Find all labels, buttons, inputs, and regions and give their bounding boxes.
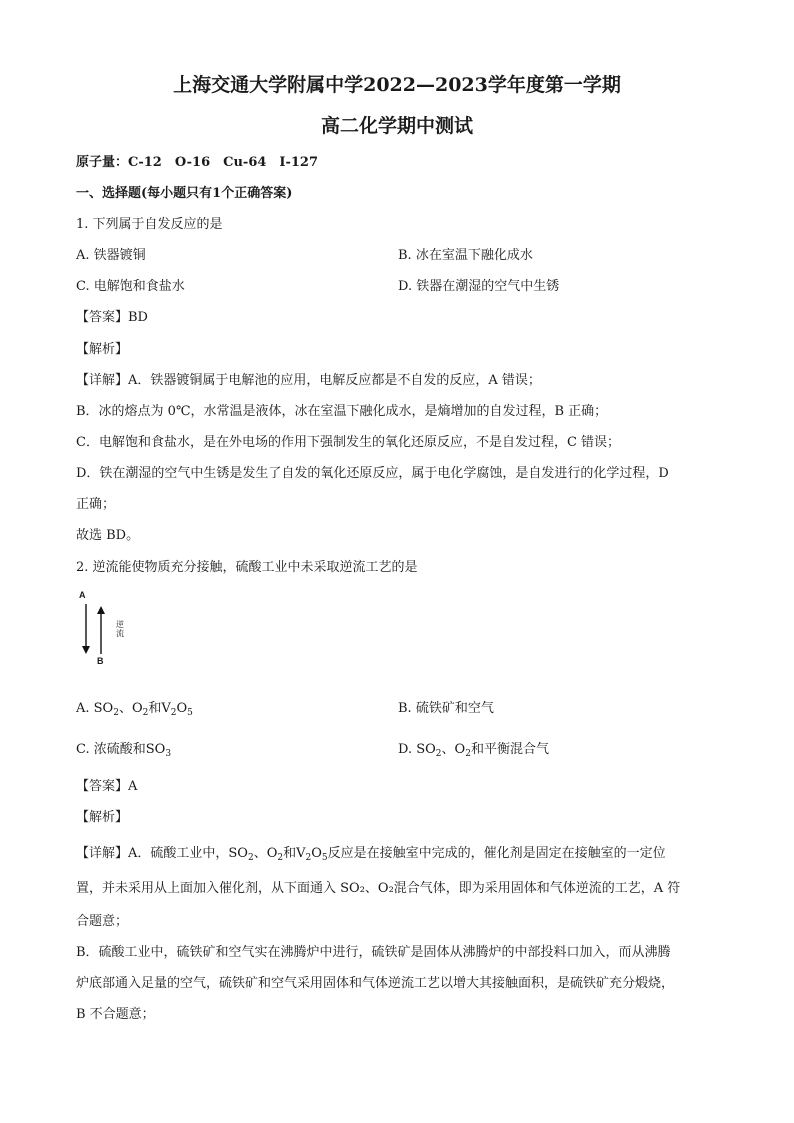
q1-detail-line: D．铁在潮湿的空气中生锈是发生了自发的氧化还原反应，属于电化学腐蚀，是自发进行的化学过程，D — [76, 466, 669, 481]
q2-option-d: D. $SO_2$、$O_2$和平衡混合气 — [398, 742, 549, 759]
counterflow-diagram — [76, 590, 146, 670]
diagram-label-side: 逆流 — [116, 620, 124, 638]
q1-answer: 【答案】BD — [76, 310, 148, 325]
page-title: 上海交通大学附属中学2022—2023学年度第一学期 — [173, 74, 621, 96]
q2-detail-line: 置，并未采用从上面加入催化剂，从下面通入 SO₂、O₂混合气体，即为采用固体和气体逆流的工艺，A 符 — [76, 881, 681, 896]
q1-detail-line: 正确； — [76, 497, 116, 512]
up-arrow-head — [97, 606, 105, 614]
q1-detail-line: 故选 BD。 — [76, 528, 140, 543]
q2-answer: 【答案】A — [76, 779, 138, 794]
diagram-label-b: B — [97, 656, 104, 666]
q1-stem: 1. 下列属于自发反应的是 — [76, 217, 223, 232]
atomic-masses: 原子量：C-12 O-16 Cu-64 I-127 — [76, 155, 319, 170]
q2-detail-line: B 不合题意； — [76, 1007, 155, 1022]
q2-detail-line: 炉底部通入足量的空气，硫铁矿和空气采用固体和气体逆流工艺以增大其接触面积，是硫铁矿充分煅烧， — [76, 976, 675, 991]
q1-detail-line: B．冰的熔点为 0℃，水常温是液体，冰在室温下融化成水，是熵增加的自发过程，B 正确； — [76, 404, 608, 419]
q2-option-b: B. 硫铁矿和空气 — [398, 701, 494, 716]
q1-option-d: D. 铁器在潮湿的空气中生锈 — [398, 279, 560, 294]
diagram-label-a: A — [79, 590, 86, 600]
q1-detail-line: C．电解饱和食盐水，是在外电场的作用下强制发生的氧化还原反应，不是自发过程，C 错误； — [76, 435, 621, 450]
q2-stem: 2. 逆流能使物质充分接触，硫酸工业中未采取逆流工艺的是 — [76, 560, 418, 575]
q2-detail-line: B．硫酸工业中，硫铁矿和空气实在沸腾炉中进行，硫铁矿是固体从沸腾炉的中部投料口加入，而从沸腾 — [76, 945, 671, 960]
counterflow-arrows — [76, 590, 146, 670]
q2-option-a: A. $SO_2$、$O_2$和$V_2O_5$ — [76, 701, 193, 718]
q1-option-a: A. 铁器镀铜 — [76, 248, 146, 263]
q1-option-b: B. 冰在室温下融化成水 — [398, 248, 533, 263]
q2-option-c: C. 浓硫酸和$SO_3$ — [76, 742, 172, 759]
down-arrow-head — [82, 646, 90, 654]
q2-detail-line: 【详解】A．硫酸工业中，$SO_2$、$O_2$和$V_2O_5$反应是在接触室中完成的，催化剂是固定在接触室的一定位 — [76, 846, 666, 863]
q1-option-c: C. 电解饱和食盐水 — [76, 279, 185, 294]
page-subtitle: 高二化学期中测试 — [320, 115, 473, 137]
q2-detail-line: 合题意； — [76, 914, 129, 929]
q1-analysis-label: 【解析】 — [76, 342, 129, 357]
q2-analysis-label: 【解析】 — [76, 810, 129, 825]
section-heading: 一、选择题(每小题只有1个正确答案) — [76, 186, 293, 201]
q1-detail-line: 【详解】A．铁器镀铜属于电解池的应用，电解反应都是不自发的反应，A 错误； — [76, 373, 541, 388]
